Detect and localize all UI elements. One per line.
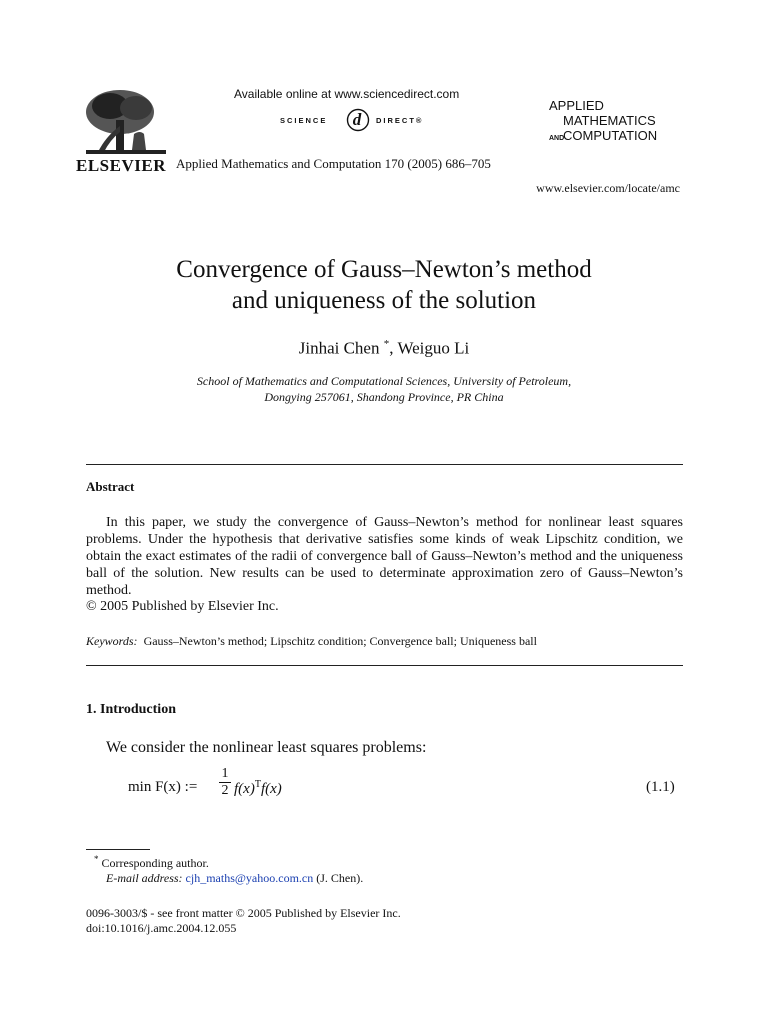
sd-word-direct: DIRECT®: [376, 116, 424, 125]
journal-logo-line1: APPLIED: [549, 98, 604, 113]
author-list: [80, 338, 688, 359]
abstract-top-rule: [86, 464, 683, 465]
footnote-mark: *: [94, 854, 99, 864]
sciencedirect-at-icon: [346, 108, 370, 132]
equation-rhs: [234, 779, 282, 798]
abstract-copyright: © 2005 Published by Elsevier Inc.: [86, 599, 279, 614]
email-label: E-mail address:: [106, 871, 183, 885]
affiliation-line-2: Dongying 257061, Shandong Province, PR China: [264, 390, 504, 404]
issn-line: 0096-3003/$ - see front matter © 2005 Published by Elsevier Inc.: [86, 906, 401, 920]
affiliation-line-1: School of Mathematics and Computational Sciences, University of Petroleum,: [196, 374, 572, 388]
journal-citation: Applied Mathematics and Computation 170 (2005) 686–705: [176, 156, 491, 171]
abstract-bottom-rule: [86, 665, 683, 666]
intro-paragraph: We consider the nonlinear least squares problems:: [106, 739, 427, 756]
abstract-heading: Abstract: [86, 479, 135, 494]
title-line-2: and uniqueness of the solution: [231, 287, 537, 314]
corresponding-text: Corresponding author.: [101, 856, 209, 870]
available-online-link[interactable]: Available online at www.sciencedirect.com: [234, 87, 460, 101]
fraction-denominator: 2: [221, 783, 229, 798]
keywords-label: Keywords:: [86, 634, 138, 648]
transpose-mark: T: [254, 779, 261, 790]
email-link[interactable]: cjh_maths@yahoo.com.cn: [185, 871, 314, 885]
doi-link[interactable]: doi:10.1016/j.amc.2004.12.055: [86, 921, 237, 935]
fraction-numerator: 1: [221, 766, 229, 781]
keywords: [86, 634, 537, 649]
equation-fraction: [219, 766, 231, 799]
author-name: Jinhai Chen: [298, 338, 380, 358]
footnote-rule: [86, 849, 150, 850]
section-heading: 1. Introduction: [86, 702, 176, 717]
equation-1-1: [128, 766, 688, 806]
journal-logo-line3: COMPUTATION: [563, 128, 658, 143]
publisher-name: ELSEVIER: [76, 156, 166, 175]
title-line-1: Convergence of Gauss–Newton’s method: [176, 256, 592, 283]
email-owner: (J. Chen).: [316, 871, 364, 885]
paper-title: [80, 254, 688, 316]
abstract-text: In this paper, we study the convergence of Gauss–Newton’s method for nonlinear least squares problems. Under the hypothesis that derivative satisfies some kinds of weak Lipschitz condition, we obtain the exact estimates of the radii of convergence ball of Gauss–Newton’s method and the uniqueness ball of the solution. New results can be used to determinate approximation zero of Gauss–Newton’s method.: [86, 515, 683, 598]
journal-logo-line2: MATHEMATICS: [563, 113, 656, 128]
affiliation: [80, 373, 688, 405]
journal-logo-and: AND: [549, 135, 565, 142]
author-footnote-mark[interactable]: *: [383, 338, 390, 350]
equation-lhs: min F(x) :=: [128, 779, 198, 795]
footnote-corresponding: [94, 854, 209, 871]
sciencedirect-logo: [280, 108, 450, 134]
svg-text:d: d: [352, 110, 364, 129]
keywords-list: Gauss–Newton’s method; Lipschitz condition; Convergence ball; Uniqueness ball: [143, 634, 537, 648]
journal-logo: [549, 98, 657, 146]
equation-number: (1.1): [646, 779, 675, 795]
footnote-email: [106, 871, 363, 886]
sd-word-science: SCIENCE: [280, 116, 328, 125]
author-separator: ,: [389, 338, 398, 358]
journal-url-link[interactable]: www.elsevier.com/locate/amc: [536, 181, 680, 195]
author-name: Weiguo Li: [397, 338, 470, 358]
equation-term: f(x): [234, 781, 255, 797]
equation-term: f(x): [260, 781, 282, 797]
